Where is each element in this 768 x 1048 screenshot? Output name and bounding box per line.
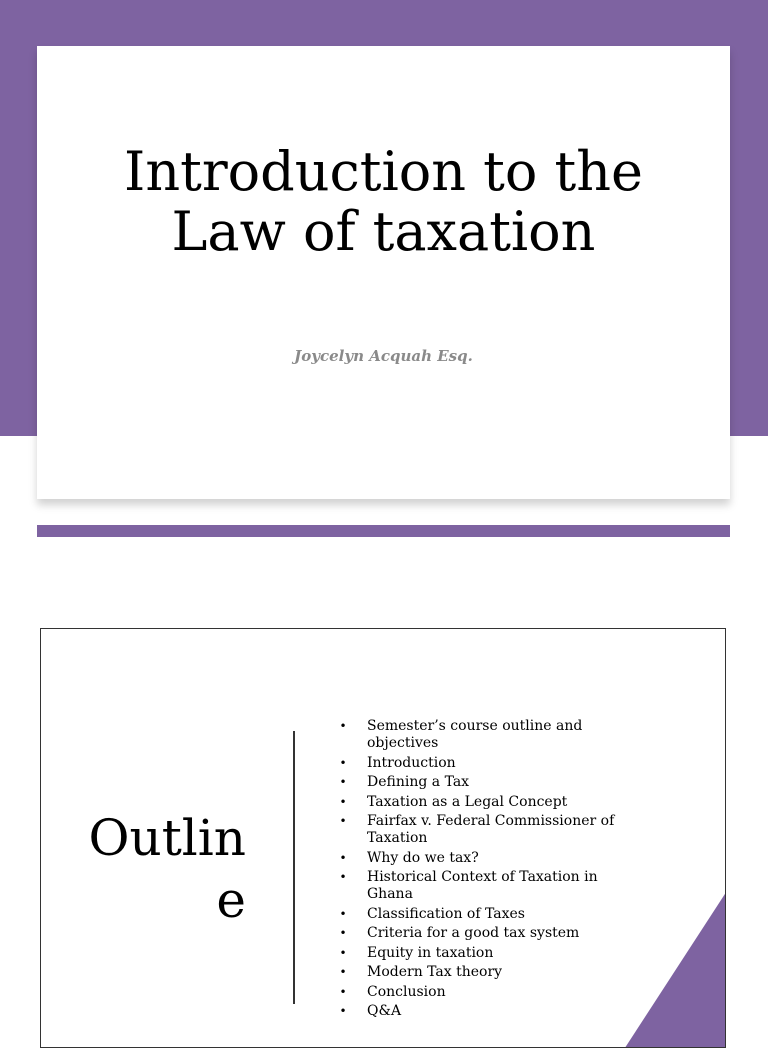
outline-item [337,850,637,867]
outline-item [337,1003,637,1020]
outline-item-text: Equity in taxation [367,944,494,961]
bullet-icon: • [339,775,347,789]
bullet-icon: • [339,965,347,979]
title-slide [37,46,730,499]
bullet-icon: • [339,850,347,865]
corner-triangle-shape [619,857,726,1048]
outline-item [337,945,637,962]
outline-item [337,718,637,752]
outline-vertical-rule [293,731,295,1004]
slide-title [37,142,730,262]
bullet-icon: • [339,926,347,940]
bullet-icon: • [339,794,347,809]
bullet-icon: • [339,945,347,960]
outline-item-text: Criteria for a good tax system [367,925,580,941]
bullet-icon: • [339,814,347,828]
outline-item-text: Classification of Taxes [367,905,525,922]
outline-heading-line-1: Outlin [88,809,246,867]
corner-triangle-decoration [619,857,726,1048]
outline-item-text: Historical Context of Taxation in Ghana [367,869,598,902]
slide-author: Joycelyn Acquah Esq. [294,347,473,365]
slide-divider-bar [37,525,730,537]
outline-item [337,906,637,923]
outline-item [337,984,637,1001]
outline-item-text: Introduction [367,754,456,771]
bullet-icon: • [339,984,347,999]
outline-item-text: Why do we tax? [367,849,479,866]
outline-item [337,755,637,772]
outline-item [337,869,637,903]
bullet-icon: • [339,870,347,884]
outline-item [337,774,637,791]
outline-item-text: Semester’s course outline and objectives [367,718,583,751]
bullet-icon: • [339,755,347,770]
outline-item-text: Defining a Tax [367,774,470,790]
outline-item-text: Q&A [367,1003,402,1019]
outline-heading-line-2: e [216,871,246,929]
bullet-icon: • [339,719,347,733]
bullet-icon: • [339,906,347,921]
outline-item [337,925,637,942]
outline-item-text: Taxation as a Legal Concept [367,793,568,810]
outline-item-text: Conclusion [367,983,446,1000]
outline-item-text: Modern Tax theory [367,964,503,980]
outline-item [337,794,637,811]
outline-heading [66,807,246,931]
outline-item-text: Fairfax v. Federal Commissioner of Taxation [367,813,615,846]
outline-item [337,964,637,981]
slide-title-line-1: Introduction to the [124,140,643,203]
bullet-icon: • [339,1004,347,1018]
outline-bullet-list [337,718,637,1023]
slide-title-line-2: Law of taxation [171,200,596,263]
outline-slide [40,628,726,1048]
outline-item [337,813,637,847]
